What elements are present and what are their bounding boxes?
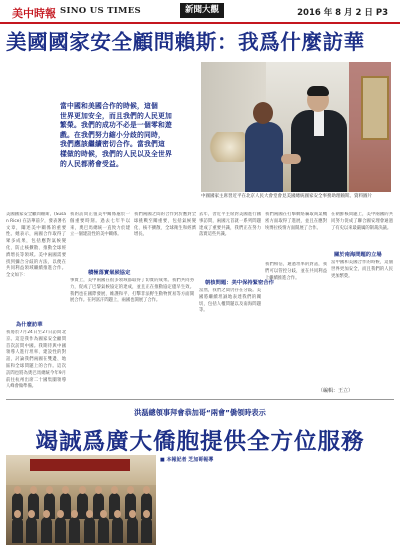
group-photo — [6, 455, 156, 545]
body-text: 我們兩國在打擊網絡竊取商業機密方面取得了進展，並且在應對埃博拉疫情方面開展了合作。 — [265, 212, 327, 231]
article-body-column — [134, 212, 196, 254]
body-text: 美國國家安全顧問賴斯，(Susan Rice) 在訪華前夕，發表署名文章，闡述美中關係的重要性。她表示，兩國合作取得了眾多成果，包括應對氣候變化、防止核擴散、推動全球經濟增長等領域。美中兩國需要找到彌合分歧的方法，以便在共同利益領域繼續推進合作。全文如下： — [6, 212, 66, 279]
body-text: 在朝鮮核問題上，美中兩國的共同努力促成了聯合國安理會通過了有史以來最嚴厲的制裁決議。 — [331, 212, 393, 231]
pull-quote-line: 繁榮。我們的成功不必是一個零和遊 — [60, 121, 172, 130]
article2-headline: 竭誠爲廣大僑胞提供全方位服務 — [35, 429, 365, 455]
pull-quote-line: 的人民都將會受益。 — [60, 159, 123, 168]
article-body-column — [70, 212, 130, 252]
masthead — [0, 0, 400, 24]
article-subhead: 朝核問題：美中保持緊密合作 — [205, 280, 274, 286]
issue-date: 2016 年 8 月 2 日 P3 — [297, 8, 388, 18]
body-text: 我將於7月24日至27日訪問北京。這是我作為國家安全顧問首次訪問中國。我期待與中國領導人進行坦率、建設性的對話，討論我們兩國在雙邊、地區和全球問題上的合作。這次訪問也將為奧巴馬總統今年9月前往杭州出席二十國集團領導人峰會做準備。 — [6, 330, 66, 390]
pull-quote-line: 戲。在我們努力縮小分歧的同時， — [60, 130, 165, 139]
photo-caption: 中國國家主席習近平在北京人民大會堂會見美國總統國家安全事務助理賴斯。資料圖片 — [201, 194, 372, 199]
pull-quote-line: 我們應該繼續密切合作。當我們這 — [60, 140, 165, 149]
article-body-column — [199, 288, 261, 388]
body-text: 當然，我們之間仍存在分歧。美國將繼續坦誠地表達我們的關切，包括人權問題以及南海問題等。 — [199, 288, 261, 314]
article2-kicker: 洪磊總領事拜會恭加哥“兩會”僑領時表示 — [134, 408, 266, 417]
article2-subhead: ■ 本報記者 芝加哥報導 — [160, 457, 214, 463]
pull-quote-line: 世界更加安全，而且我們的人民更加 — [60, 111, 172, 120]
article-subhead: 關於南海問題的立場 — [334, 252, 382, 258]
body-text: 我的訪問正值美中關係處於一個重要時刻。過去七年半以來，奧巴馬總統一直致力於建立一個建設性的美中關係。 — [70, 212, 130, 238]
body-text: 事實上，美中兩國在很多領域都取得了切實的成果。我們共同努力，促成了巴黎氣候協定的達成，並且正在推動協定儘早生效。 — [70, 278, 194, 290]
article-headline: 美國國家安全顧問賴斯：我爲什麼訪華 — [6, 30, 365, 54]
newspaper-logo-chinese: 美中時報 — [12, 7, 56, 20]
pull-quote-line: 樣做的時候，我們的人民以及全世界 — [60, 149, 172, 158]
article-subhead: 為什麼訪華 — [16, 322, 43, 328]
body-text: 我們兩國之間的合作對於應對全球挑戰至關重要，包括氣候變化、核不擴散、全球衛生和經濟增長。 — [134, 212, 196, 238]
article-body-column — [331, 260, 393, 384]
section-label: 新聞大觀 — [180, 3, 224, 18]
article-body-column — [265, 212, 327, 250]
article-body-column — [70, 278, 194, 388]
pull-quote — [60, 102, 192, 169]
article-body-column — [331, 212, 393, 250]
masthead-rule — [0, 22, 400, 24]
article-body-column — [265, 262, 327, 388]
pull-quote-line: 當中國和美國合作的時候，這個 — [60, 102, 158, 110]
body-text: 當中國和美國合作的時候，這個世界更加安全，而且我們的人民更加繁榮。 — [331, 260, 393, 279]
body-text: 我們相信，通過坦率的對話，我們可以管控分歧，並在共同利益上繼續推進合作。 — [265, 262, 327, 281]
news-photo-handshake — [201, 62, 391, 192]
section-divider — [6, 399, 394, 400]
article-body-column — [6, 330, 66, 392]
article-body-column — [199, 212, 261, 264]
editor-note: （編輯：王立） — [318, 388, 354, 394]
article-subhead: 積極落實氣候協定 — [88, 270, 131, 276]
newspaper-logo-english: SINO US TIMES — [60, 6, 141, 16]
body-text: 我們也在國際發展、維護和平、打擊非法野生動物貿易等方面開展合作。在阿富汗問題上，兩國也開展了合作。 — [70, 291, 194, 304]
body-text: 去年，習近平主席對美國進行國事訪問，兩國元首就一系列問題達成了重要共識，我們正在努力落實這些共識。 — [199, 212, 261, 238]
